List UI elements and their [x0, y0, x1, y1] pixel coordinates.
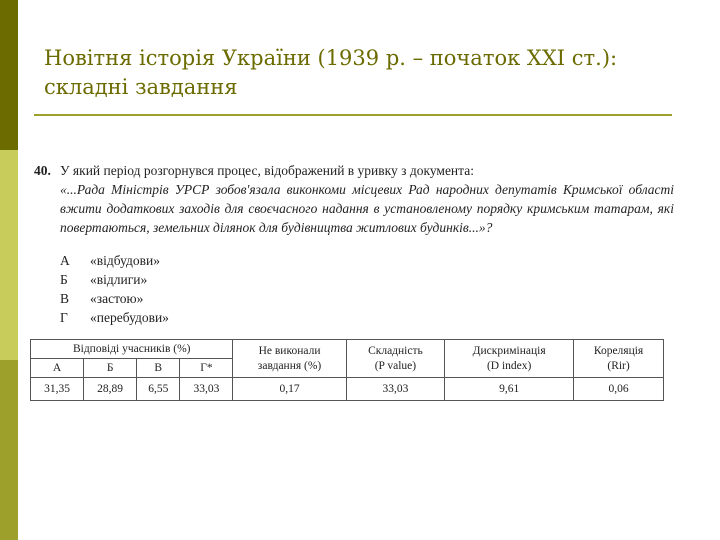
- option-text: «перебудови»: [90, 309, 169, 325]
- option-text: «відлиги»: [90, 271, 148, 287]
- question-number: 40.: [34, 163, 51, 178]
- answer-letter-header: Г*: [180, 359, 233, 378]
- question-text: У який період розгорнувся процес, відображений в уривку з документа:: [60, 163, 474, 178]
- slide-title: [44, 44, 704, 102]
- statistics-table: [30, 339, 664, 401]
- correlation-header: Кореляція (Rir): [574, 340, 664, 378]
- answer-option: [60, 270, 674, 289]
- answer-option: [60, 289, 674, 308]
- answer-a-percent: 31,35: [31, 378, 84, 401]
- option-letter: А: [60, 252, 70, 268]
- discrimination-header: Дискримінація (D index): [445, 340, 574, 378]
- sidebar-bar-dark: [0, 0, 18, 150]
- answer-letter-header: Б: [84, 359, 137, 378]
- table-header-row: [31, 340, 664, 359]
- option-text: «відбудови»: [90, 252, 160, 268]
- option-letter: Г: [60, 309, 68, 325]
- discrimination-value: 9,61: [445, 378, 574, 401]
- answer-b-percent: 28,89: [84, 378, 137, 401]
- slide-title-line1: Новітня історія України (1939 р. – початок ХХІ ст.):: [44, 46, 618, 70]
- sidebar-bar-light: [0, 150, 18, 360]
- answer-option: [60, 251, 674, 270]
- table-row: [31, 378, 664, 401]
- answer-g-percent: 33,03: [180, 378, 233, 401]
- question-block: [34, 161, 674, 327]
- correlation-value: 0,06: [574, 378, 664, 401]
- answers-header: Відповіді учасників (%): [31, 340, 233, 359]
- slide-title-line2: складні завдання: [44, 75, 238, 99]
- not-done-value: 0,17: [233, 378, 346, 401]
- title-divider: [34, 114, 672, 116]
- option-letter: Б: [60, 271, 68, 287]
- answer-letter-header: В: [137, 359, 180, 378]
- answer-options: [60, 251, 674, 327]
- option-text: «застою»: [90, 290, 144, 306]
- answer-v-percent: 6,55: [137, 378, 180, 401]
- answer-option: [60, 308, 674, 327]
- sidebar-bar-mid: [0, 360, 18, 540]
- question-quote: «...Рада Міністрів УРСР зобов'язала виконкоми місцевих Рад народних депутатів Кримської області вжити додаткових заходів для своєчасного надання в установленому порядку кримським татарам, які повертаються, земельних ділянок для будівництва житлових будинків...»?: [60, 182, 674, 235]
- question-line: [34, 161, 674, 180]
- not-done-header: Не виконали завдання (%): [233, 340, 346, 378]
- answer-letter-header: А: [31, 359, 84, 378]
- difficulty-header: Складність (P value): [346, 340, 445, 378]
- option-letter: В: [60, 290, 70, 306]
- difficulty-value: 33,03: [346, 378, 445, 401]
